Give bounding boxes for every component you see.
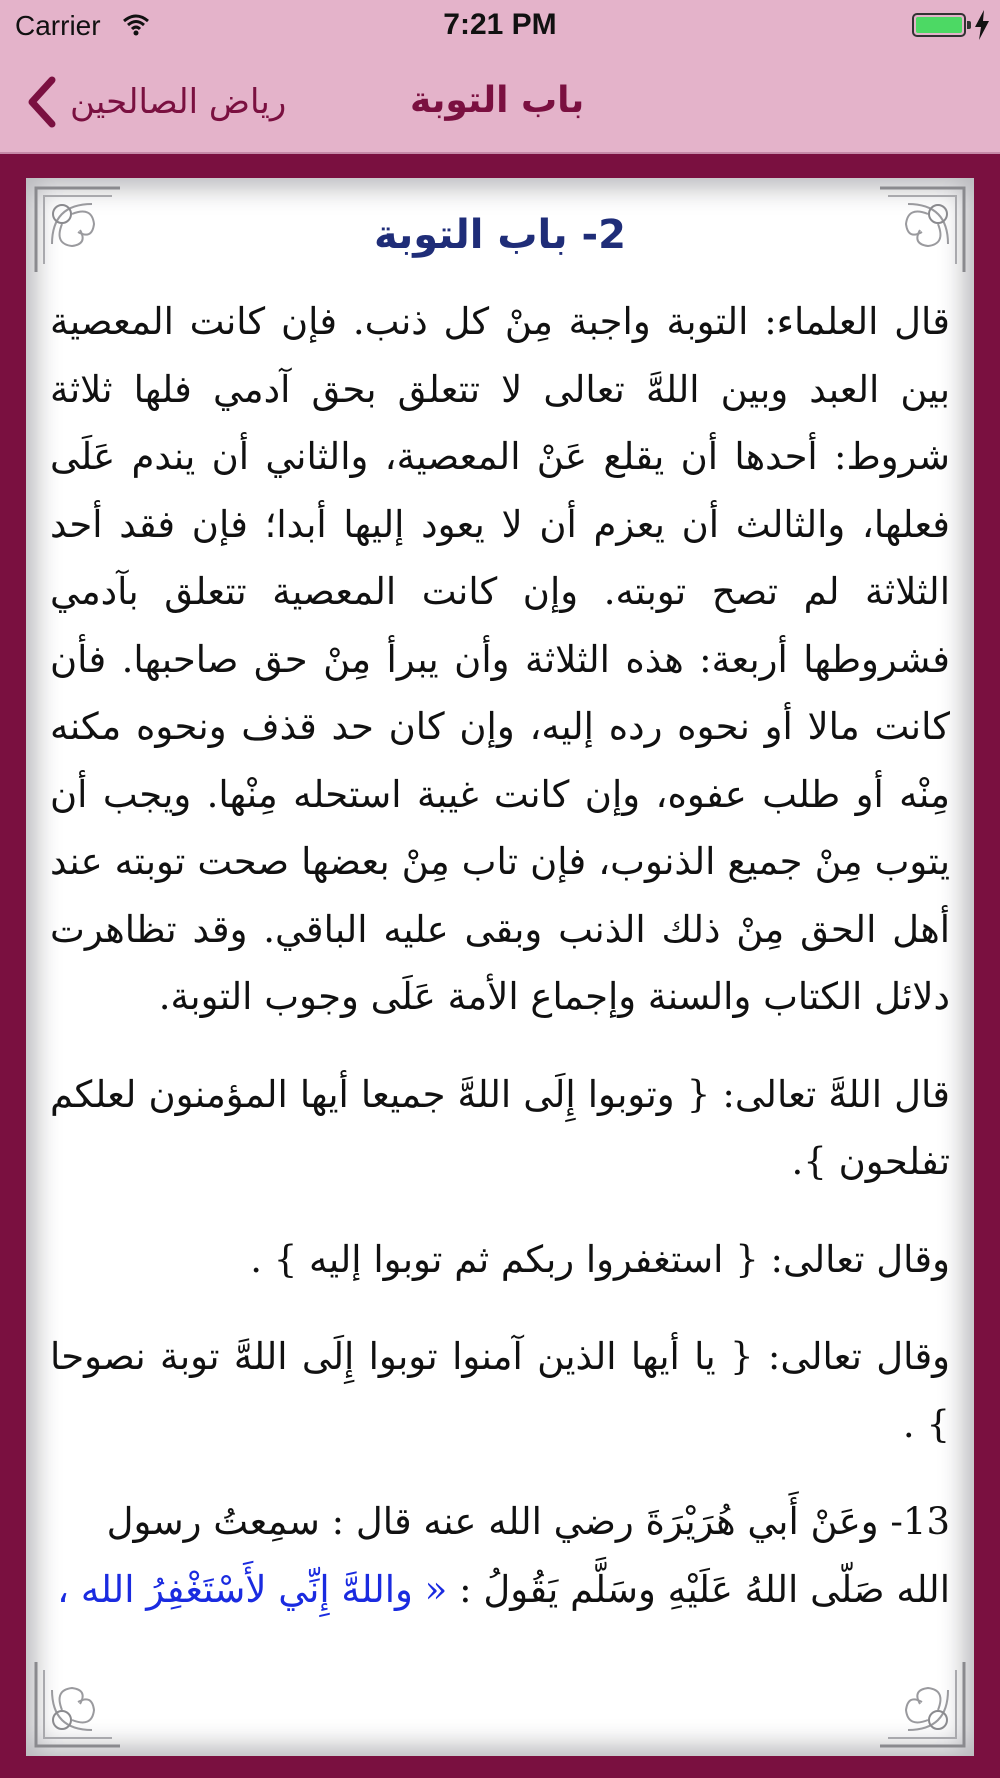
article-paragraph: وقال تعالى: { يا أيها الذين آمنوا توبوا إِلَى اللهَّ توبة نصوحا } . [50, 1335, 950, 1446]
ornament-corner-icon [876, 1658, 968, 1750]
status-bar [0, 0, 1000, 50]
navigation-bar [0, 50, 1000, 154]
article-paragraph: قال العلماء: التوبة واجبة مِنْ كل ذنب. فإن كانت المعصية بين العبد وبين اللهَّ تعالى لا تتعلق بحق آدمي فلها ثلاثة شروط: أحدها أن يقلع عَنْ المعصية، والثاني أن يندم عَلَى فعلها، والثالث أن يعزم أن لا يعود إليها أبدا؛ فإن فقد أحد الثلاثة لم تصح توبته. وإن كانت المعصية تتعلق بآدمي فشروطها أربعة: هذه الثلاثة وأن يبرأ مِنْ حق صاحبها. فأن كانت مالا أو نحوه رده إليه، وإن كان حد قذف ونحوه مكنه مِنْه أو طلب عفوه، وإن كانت غيبة استحله مِنْها. ويجب أن يتوب مِنْ جميع الذنوب، فإن تاب مِنْ بعضها صحت توبته عند أهل الحق مِنْ ذلك الذنب وبقى عليه الباقي. وقد تظاهرت دلائل الكتاب والسنة وإجماع الأمة عَلَى وجوب التوبة. [50, 300, 950, 1018]
battery-nub [967, 21, 971, 29]
back-button[interactable] [26, 74, 286, 130]
chevron-left-icon [26, 76, 56, 128]
article-content [50, 188, 950, 1623]
back-label: رياض الصالحين [70, 82, 287, 122]
battery-fill [916, 17, 962, 33]
ornament-corner-icon [32, 1658, 124, 1750]
page-title: باب التوبة [410, 80, 585, 121]
article-paragraph: وقال تعالى: { استغفروا ربكم ثم توبوا إليه } . [250, 1237, 950, 1281]
status-time: 7:21 PM [443, 8, 557, 41]
carrier-label: Carrier [15, 10, 101, 41]
article-paragraph: قال اللهَّ تعالى: { وتوبوا إِلَى اللهَّ جميعا أيها المؤمنون لعلكم تفلحون }. [50, 1072, 950, 1183]
hadith-text [50, 1488, 950, 1623]
hadith-quote: « واللهَّ إِنِّي لأَسْتَغْفِرُ الله ، [57, 1567, 448, 1611]
charging-bolt-icon [974, 10, 990, 40]
chapter-title: 2- باب التوبة [374, 212, 626, 258]
hadith-intro: 13- وعَنْ أَبي هُرَيْرَةَ رضي الله عنه قال : سمِعتُ رسول الله صَلّى اللهُ عَلَيْهِ وسَلَّم يَقُولُ : [106, 1500, 950, 1611]
battery-icon [912, 13, 966, 37]
content-frame [26, 178, 974, 1756]
